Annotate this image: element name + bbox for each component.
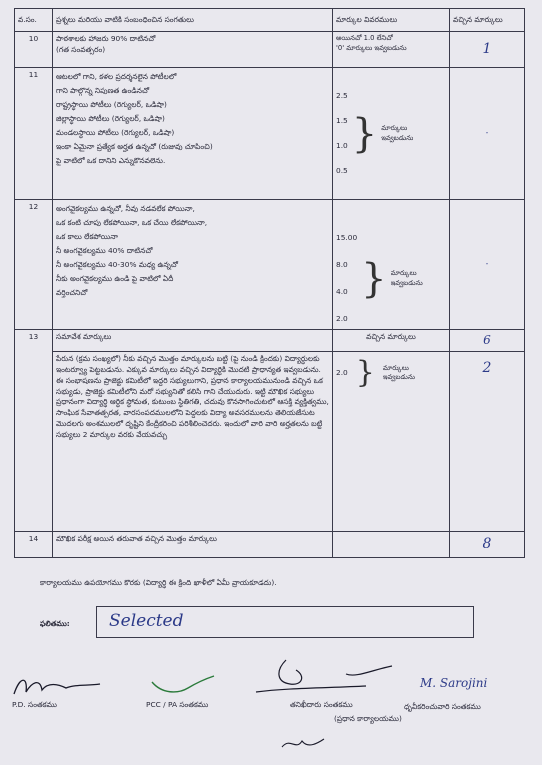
- table-row: [15, 200, 525, 330]
- row-awarded: [450, 352, 525, 532]
- question-line: మండలస్థాయి పోటీలు (రెగ్యులర్, ఒడిషా): [56, 128, 175, 138]
- row-sno: 13: [15, 330, 53, 532]
- question-line: ఒక కాలు లేకపోయినా: [56, 232, 118, 242]
- brace-symbol: }: [361, 256, 387, 302]
- score-note: ఇవ్వబడును: [390, 279, 423, 287]
- awarded-mark: 1: [482, 41, 492, 58]
- row-marks-details: [333, 352, 450, 532]
- header-sno: వ.సం.: [15, 9, 53, 32]
- question-line: పాఠశాలకు హాజరు 90% దాటినచో: [56, 34, 156, 43]
- office-signature-label: తనిఖీదారు సంతకము: [290, 700, 353, 709]
- pcc-signature-label: PCC / PA సంతకము: [146, 700, 209, 709]
- score-note: ఇవ్వబడును: [382, 373, 416, 382]
- table-row: [15, 352, 525, 532]
- row-awarded: [450, 330, 525, 352]
- score-note: మార్కులు: [381, 123, 408, 132]
- pcc-signature-mark: [148, 674, 218, 696]
- awarded-mark: -: [485, 128, 489, 138]
- result-label: ఫలితము:: [40, 619, 70, 628]
- office-signature-mark: [246, 656, 396, 700]
- marks-table: [14, 8, 525, 558]
- question-line: ఒక కంటి చూపు లేకపోయినా, ఒక చేయి లేకపోయినా,: [56, 218, 208, 228]
- row-question: [53, 200, 333, 330]
- result-box: [96, 606, 474, 638]
- row-question-title: సమావేశ మార్కులు: [53, 330, 333, 352]
- verifier-signature-label: ధృవీకరించువారి సంతకము: [404, 702, 481, 711]
- row-marks-details: [333, 532, 450, 557]
- score-value: 2.5: [336, 90, 348, 100]
- question-line: పై వాటిలో ఒక దానిని ఎన్నుకొనవలెను.: [56, 156, 166, 166]
- table-row: [15, 32, 525, 68]
- score-value: 2.0: [336, 368, 348, 378]
- question-line: గాని పాల్గొన్న నిపుణత ఉండినచో: [56, 86, 150, 96]
- score-value: 0.5: [336, 165, 348, 175]
- row-marks-details: [333, 32, 450, 68]
- bottom-initials-mark: [278, 733, 328, 755]
- awarded-mark: -: [485, 259, 489, 269]
- score-value: 8.0: [336, 260, 348, 270]
- table-row: [15, 68, 525, 200]
- marks-line: అయినచో 1.0 లేనిచో: [336, 34, 393, 42]
- awarded-mark: 6: [483, 333, 491, 347]
- score-value: 15.00: [336, 233, 358, 242]
- row-paragraph: పేరున (క్రమ సంఖ్యలో) నీకు వచ్చిన మొత్తం మార్కులను బట్టి (పై నుండి క్రిందకు) విద్యార్థులకు ఇంటర్వ్యూ పెట్టబడును. ఎక్కువ మార్కులు వచ్చిన విద్యార్థికి మొదటి ప్రాధాన్యత ఇవ్వబడును. ఈ సంభాషణను ప్రాజెక్టు కమిటీలో ఇద్దరి సభ్యులుగాని, ప్రధాన కార్యాలయమునుండి వచ్చిన ఒక సభ్యుడు, ప్రాజెక్టు కమిటీలోని మరో సభ్యునితో కలిసి గాని చేయుదురు. ఇట్టి మౌఖిక సభ్యులు ప్రధానంగా విద్యార్థి ఆర్థిక స్థోమత, కుటుంబ స్థితిగతి, చదువు కొనసాగించుటలో ఆసక్తి వ్యక్తిత్వము, సాంఘిక సేవాతత్పరత, వారసంపదములలోని పెద్దలకు విద్యా అవసరములను తెలియజేసుట మొదలగు అంశములలో దృష్టిని కేంద్రీకరించి పరిశీలించెదరు. ఇందులో వారి వారి అర్హతలను బట్టి సభ్యులు 2 మార్కుల వరకు వేయవచ్చు: [53, 352, 333, 532]
- row-awarded: [450, 200, 525, 330]
- brace-symbol: }: [351, 110, 378, 157]
- question-line: ఇంకా ఏమైనా ప్రత్యేక అర్హత ఉన్నచో (రుజువు చూపించి): [56, 142, 213, 152]
- row-sno: 14: [15, 532, 53, 557]
- score-note: మార్కులు: [390, 269, 417, 278]
- verifier-name: M. Sarojini: [420, 676, 488, 690]
- row-awarded: [450, 32, 525, 68]
- awarded-mark: 2: [482, 360, 492, 377]
- pd-signature-label: P.D. సంతకము: [12, 700, 57, 709]
- office-signature-sub: (ప్రధాన కార్యాలయము): [334, 714, 402, 723]
- question-line: అంగవైకల్యము ఉన్నచో, నీవు నడవలేక పోయినా,: [56, 204, 195, 213]
- row-awarded: [450, 68, 525, 200]
- row-question: [53, 32, 333, 68]
- table-row: [15, 532, 525, 557]
- table-row: [15, 330, 525, 352]
- score-value: 1.5: [336, 115, 348, 125]
- row-sno: 11: [15, 68, 53, 200]
- awarded-subheader: వచ్చిన మార్కులు: [333, 330, 450, 352]
- score-note: ఇవ్వబడును: [381, 133, 414, 142]
- score-value: 1.0: [336, 140, 348, 150]
- marks-line: '0' మార్కులు ఇవ్వబడును: [336, 43, 407, 52]
- score-note: మార్కులు: [382, 363, 409, 372]
- row-marks-details: [333, 68, 450, 200]
- question-line: రాష్ట్రస్థాయి పోటీలు (రెగ్యులర్, ఒడిషా): [56, 100, 167, 110]
- header-question: ప్రశ్నలు మరియు వాటికి సంబంధించిన సంగతులు: [53, 9, 333, 32]
- question-line: నీ అంగవైకల్యము 40% దాటినచో: [56, 246, 153, 256]
- row-sno: 10: [15, 32, 53, 68]
- brace-symbol: }: [355, 355, 375, 391]
- office-use-note: కార్యాలయము ఉపయోగము కొరకు (విద్యార్థి ఈ క్రింది ఖాళీలో ఏమీ వ్రాయకూడదు).: [40, 578, 277, 587]
- question-line: నీకు అంగవైకల్యము ఉండి పై వాటిలో ఏదీ: [56, 274, 174, 284]
- row-awarded: [450, 532, 525, 557]
- result-value: Selected: [109, 611, 184, 631]
- awarded-mark: 8: [482, 536, 492, 553]
- row-question: మౌఖిక పరీక్ష అయిన తరువాత వచ్చిన మొత్తం మార్కులు: [53, 532, 333, 557]
- question-line: ఆటలలో గాని, కళల ప్రదర్శనలైన పోటీలలో: [56, 72, 177, 81]
- row-question: [53, 68, 333, 200]
- question-line: (గత సంవత్సరం): [56, 44, 106, 54]
- question-line: నీ అంగవైకల్యము 40-30% మధ్య ఉన్నచో: [56, 260, 178, 270]
- question-line: వర్తించనిచో: [56, 288, 88, 298]
- row-sno: 12: [15, 200, 53, 330]
- question-line: జిల్లాస్థాయి పోటీలు (రెగ్యులర్, ఒడిషా): [56, 114, 165, 124]
- header-marks-details: మార్కుల వివరములు: [333, 9, 450, 32]
- score-value: 4.0: [336, 287, 348, 297]
- row-marks-details: [333, 200, 450, 330]
- header-awarded: వచ్చిన మార్కులు: [450, 9, 525, 32]
- pd-signature-mark: [10, 672, 105, 700]
- score-value: 2.0: [336, 314, 348, 324]
- table-header-row: [15, 9, 525, 32]
